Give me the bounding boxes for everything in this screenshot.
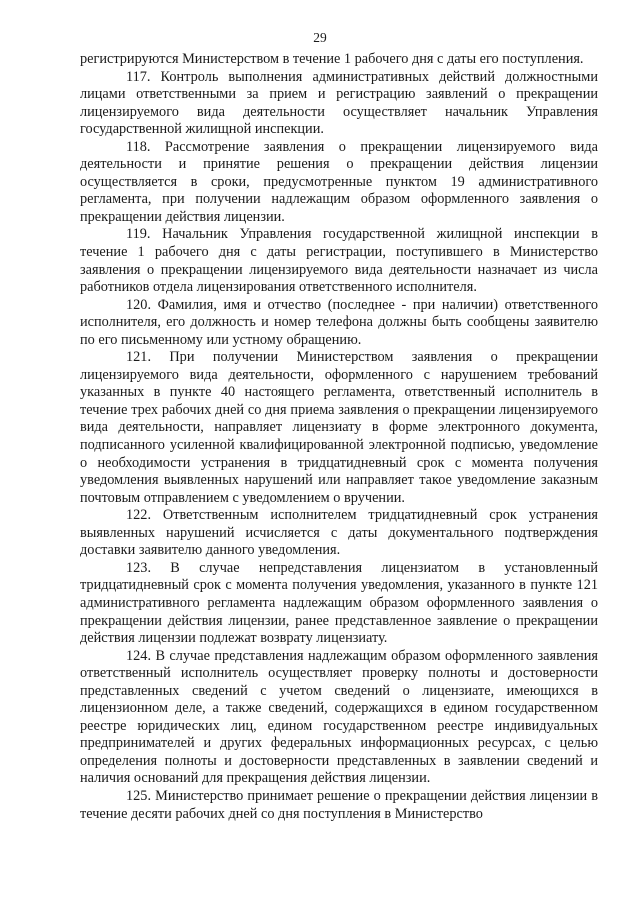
page-number: 29 <box>313 30 327 45</box>
paragraph-119: 119. Начальник Управления государственной жилищной инспекции в течение 1 рабочего дня с даты регистрации, поступившего в Министерство заявления о прекращении лицензируемого вида деятельности назначает из числа работников отдела лицензирования ответственного исполнителя. <box>80 226 598 296</box>
paragraph-118: 118. Рассмотрение заявления о прекращении лицензируемого вида деятельности и принятие решения о прекращении действия лицензии осуществляется в сроки, предусмотренные пунктом 19 административного регламента, при получении надлежащим образом оформленного заявления о прекращении действия лицензии. <box>80 138 598 225</box>
paragraph-continuation: регистрируются Министерством в течение 1 рабочего дня с даты его поступления. <box>80 51 584 67</box>
paragraph-123: 123. В случае непредставления лицензиатом в установленный тридцатидневный срок с момента получения уведомления, указанного в пункте 121 административного регламента надлежащим образом оформленного заявления о прекращении действия лицензии, ранее представленное заявление о прекращении действия лицензии подлежат возврату лицензиату. <box>80 559 598 647</box>
paragraph-125: 125. Министерство принимает решение о прекращении действия лицензии в течение десяти рабочих дней со дня поступления в Министерство <box>80 787 598 822</box>
paragraph-121: 121. При получении Министерством заявления о прекращении лицензируемого вида деятельности, оформленного с нарушением требований указанных в пункте 40 настоящего регламента, ответственный исполнитель в течение трех рабочих дней со дня приема заявления о прекращении лицензируемого вида деятельности, направляет лицензиату в форме электронного документа, подписанного усиленной квалифицированной электронной подписью, уведомление о необходимости устранения в тридцатидневный срок с момента получения уведомления выявленных нарушений или направляет такое уведомление заказным почтовым отправлением с уведомлением о вручении. <box>80 349 598 506</box>
paragraph-124: 124. В случае представления надлежащим образом оформленного заявления ответственный исполнитель осуществляет проверку полноты и достоверности представленных сведений с учетом сведений о лицензиате, имеющихся в лицензионном деле, а также сведений, содержащихся в едином государственном реестре юридических лиц, едином государственном реестре индивидуальных предпринимателей и других федеральных информационных ресурсах, с целью определения полноты и достоверности представленных в заявлении сведений и наличия оснований для прекращения действия лицензии. <box>80 647 598 787</box>
paragraph-122: 122. Ответственным исполнителем тридцатидневный срок устранения выявленных нарушений исчисляется с даты документального подтверждения доставки заявителю данного уведомления. <box>80 507 598 559</box>
paragraph-120: 120. Фамилия, имя и отчество (последнее - при наличии) ответственного исполнителя, его должность и номер телефона должны быть сообщены заявителю по его письменному или устному обращению. <box>80 296 598 348</box>
document-body <box>80 51 598 823</box>
paragraph-117: 117. Контроль выполнения административных действий должностными лицами ответственными за прием и регистрацию заявлений о прекращении лицензируемого вида деятельности осуществляет начальник Управления государственной жилищной инспекции. <box>80 68 598 138</box>
